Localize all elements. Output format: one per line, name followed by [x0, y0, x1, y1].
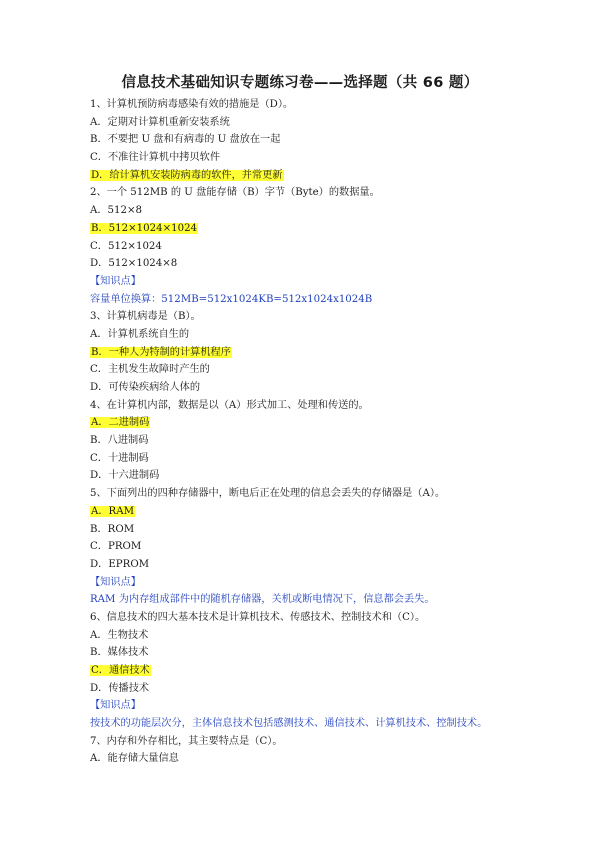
question-stem-text: 2、一个 512MB 的 U 盘能存储（B）字节（Byte）的数据量。	[90, 187, 380, 199]
answer-option-text: C．PROM	[90, 541, 142, 553]
answer-option-text: D．可传染疾病给人体的	[90, 382, 201, 393]
answer-option	[90, 131, 530, 149]
knowledge-heading-text: 【知识点】	[90, 576, 141, 588]
answer-option-correct-text: C．通信技术	[91, 665, 150, 676]
answer-option-correct	[90, 167, 530, 185]
question-stem-text: 3、计算机病毒是（B）。	[90, 311, 201, 323]
answer-option-correct-text: B．一种人为特制的计算机程序	[91, 346, 231, 358]
question-stem	[90, 485, 530, 503]
question-stem	[90, 184, 530, 202]
knowledge-note	[90, 591, 530, 609]
question-stem-text: 4、在计算机内部，数据是以（A）形式加工、处理和传送的。	[90, 399, 369, 411]
knowledge-heading	[90, 697, 530, 715]
answer-option-correct	[90, 414, 530, 432]
answer-option	[90, 467, 530, 485]
answer-option	[90, 361, 530, 379]
question-stem	[90, 733, 530, 751]
answer-option-text: C．512×1024	[90, 240, 162, 252]
answer-option-text: B．八进制码	[90, 435, 149, 447]
question-stem-text: 5、下面列出的四种存储器中，断电后正在处理的信息会丢失的存储器是（A）。	[90, 488, 446, 500]
question-stem	[90, 96, 530, 114]
question-stem-text: 6、信息技术的四大基本技术是计算机技术、传感技术、控制技术和（C）。	[90, 611, 426, 623]
answer-option-text: C．主机发生故障时产生的	[90, 364, 210, 376]
knowledge-note	[90, 715, 530, 733]
answer-option-text: A．定期对计算机重新安装系统	[90, 116, 230, 128]
answer-option-correct-text: A．RAM	[91, 505, 135, 517]
answer-option-text: D．十六进制码	[90, 470, 160, 482]
knowledge-heading-text: 【知识点】	[90, 700, 141, 712]
knowledge-note-text: 容量单位换算：512MB=512x1024KB=512x1024x1024B	[90, 293, 373, 305]
question-stem	[90, 397, 530, 415]
answer-option-text: C．十进制码	[90, 452, 149, 464]
answer-option-text: D．传播技术	[90, 682, 150, 694]
question-stem-text: 1、计算机预防病毒感染有效的措施是（D）。	[90, 99, 294, 110]
answer-option	[90, 450, 530, 468]
answer-option-text: A．能存储大量信息	[90, 753, 179, 765]
page-title: 信息技术基础知识专题练习卷——选择题（共 66 题）	[121, 75, 479, 91]
answer-option-correct-text: A．二进制码	[91, 417, 150, 429]
answer-option	[90, 149, 530, 167]
answer-option	[90, 432, 530, 450]
answer-option	[90, 202, 530, 220]
answer-option-text: A．计算机系统自生的	[90, 328, 190, 340]
answer-option-correct-text: D．给计算机安装防病毒的软件，并常更新	[91, 169, 283, 181]
question-stem	[90, 609, 530, 627]
knowledge-heading	[90, 273, 530, 291]
knowledge-note-text: 按技术的功能层次分，主体信息技术包括感测技术、通信技术、计算机技术、控制技术。	[90, 718, 488, 730]
knowledge-note-text: RAM 为内存组成部件中的随机存储器，关机或断电情况下，信息都会丢失。	[90, 594, 435, 606]
question-stem-text: 7、内存和外存相比，其主要特点是（C）。	[90, 735, 283, 747]
answer-option	[90, 556, 530, 574]
answer-option	[90, 750, 530, 768]
answer-option-correct	[90, 662, 530, 680]
answer-option-correct	[90, 344, 530, 362]
answer-option	[90, 680, 530, 698]
knowledge-note	[90, 291, 530, 309]
question-list	[90, 96, 530, 768]
answer-option-text: B．媒体技术	[90, 647, 149, 659]
answer-option-text: D．EPROM	[90, 558, 150, 570]
answer-option	[90, 644, 530, 662]
answer-option	[90, 627, 530, 645]
answer-option-text: A．生物技术	[90, 629, 149, 641]
answer-option	[90, 379, 530, 397]
answer-option-text: A．512×8	[90, 205, 143, 217]
answer-option	[90, 238, 530, 256]
answer-option	[90, 538, 530, 556]
knowledge-heading	[90, 574, 530, 592]
knowledge-heading-text: 【知识点】	[90, 275, 141, 287]
answer-option-correct	[90, 220, 530, 238]
answer-option	[90, 326, 530, 344]
answer-option-text: D．512×1024×8	[90, 258, 178, 270]
answer-option	[90, 255, 530, 273]
answer-option-text: B．ROM	[90, 523, 135, 535]
answer-option	[90, 521, 530, 539]
question-stem	[90, 308, 530, 326]
answer-option-correct-text: B．512×1024×1024	[91, 222, 198, 234]
answer-option	[90, 114, 530, 132]
answer-option-text: C．不准往计算机中拷贝软件	[90, 152, 221, 164]
answer-option-correct	[90, 503, 530, 521]
answer-option-text: B．不要把 U 盘和有病毒的 U 盘放在一起	[90, 134, 281, 146]
